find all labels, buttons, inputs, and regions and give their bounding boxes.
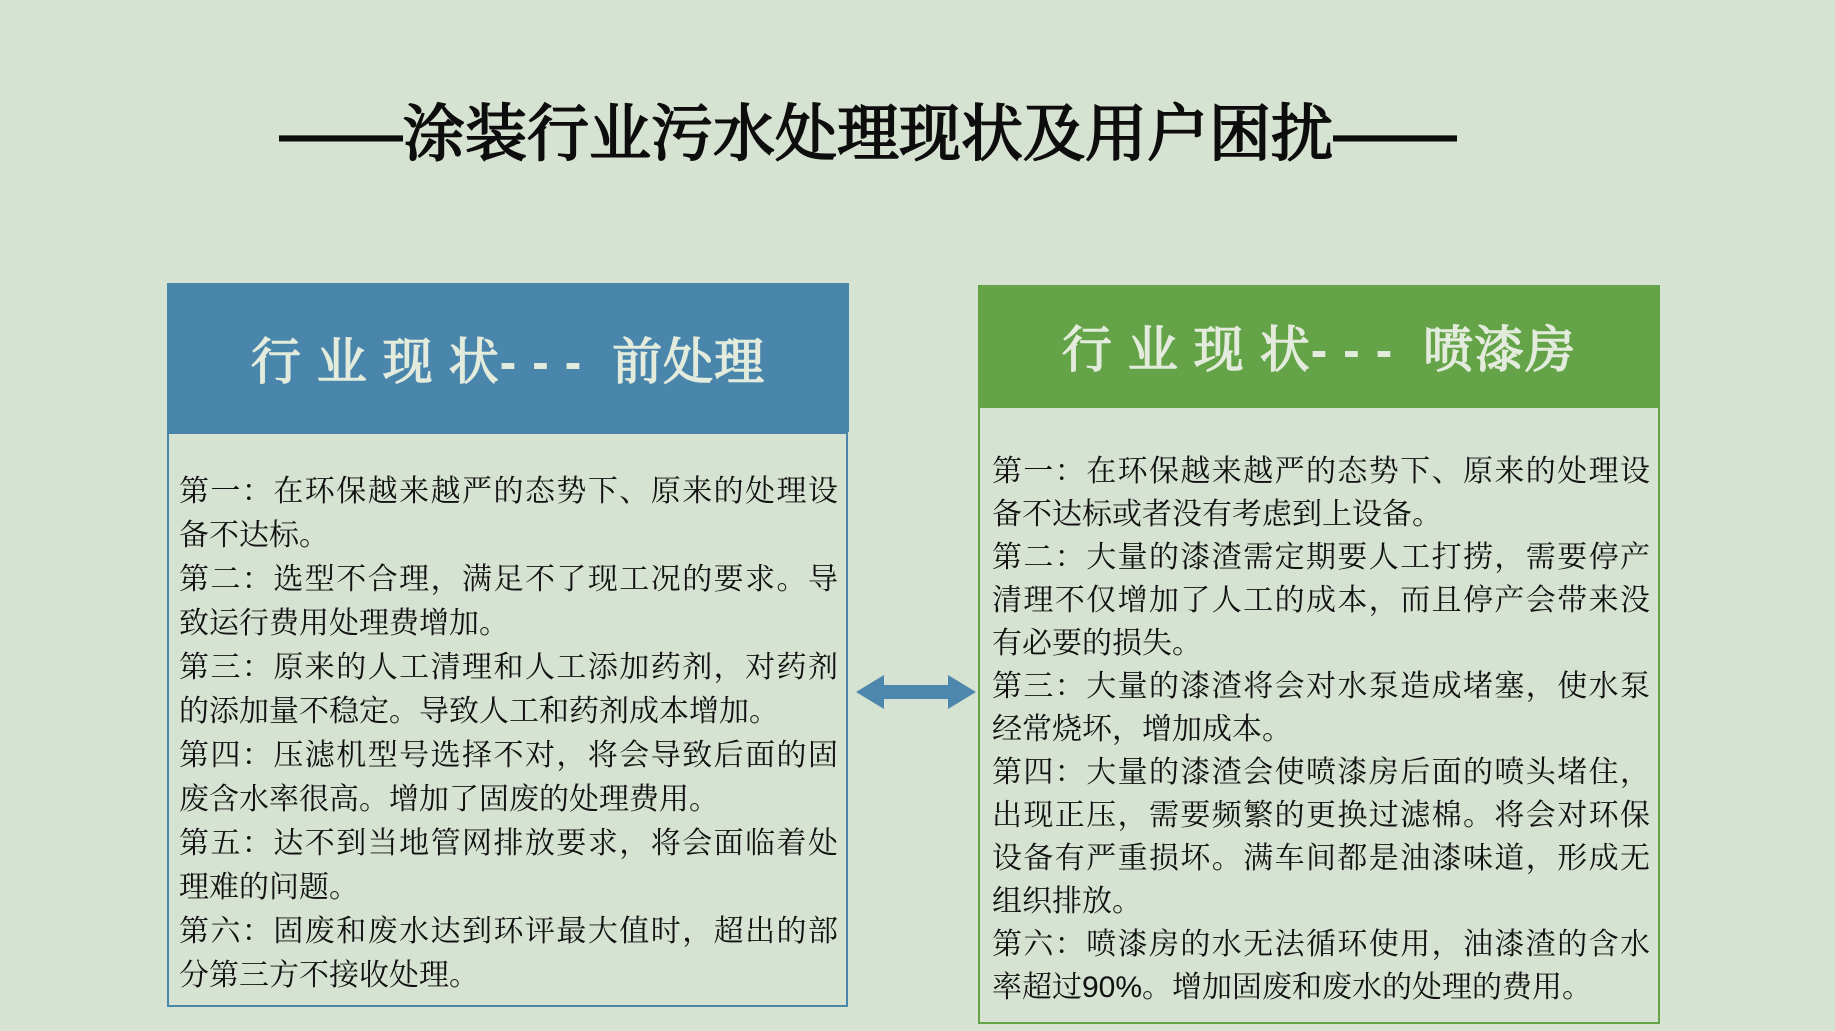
left-panel-header <box>167 283 849 432</box>
left-panel-header-label: 行 业 现 状- - - 前处理 <box>250 333 766 390</box>
left-panel-body <box>167 432 848 1007</box>
list-item: 第六：喷漆房的水无法循环使用，油漆渣的含水率超过90%。增加固废和废水的处理的费用。 <box>992 928 1650 1004</box>
page-title: ——涂装行业污水处理现状及用户困扰—— <box>278 100 1458 169</box>
right-panel-body <box>978 406 1660 1024</box>
list-item: 第三：原来的人工清理和人工添加药剂，对药剂的添加量不稳定。导致人工和药剂成本增加。 <box>179 651 838 728</box>
right-panel-header <box>978 285 1660 406</box>
list-item: 第一：在环保越来越严的态势下、原来的处理设备不达标。 <box>179 475 838 552</box>
list-item: 第五：达不到当地管网排放要求，将会面临着处理难的问题。 <box>179 827 838 904</box>
list-item: 第三：大量的漆渣将会对水泵造成堵塞，使水泵经常烧坏，增加成本。 <box>992 670 1650 746</box>
list-item: 第六：固废和废水达到环评最大值时，超出的部分第三方不接收处理。 <box>179 915 838 992</box>
list-item: 第二：大量的漆渣需定期要人工打捞，需要停产清理不仅增加了人工的成本，而且停产会带来没有必要的损失。 <box>992 541 1650 660</box>
double-arrow-shape <box>856 675 976 709</box>
double-arrow-icon <box>856 672 976 712</box>
list-item: 第二：选型不合理，满足不了现工况的要求。导致运行费用处理费增加。 <box>179 563 838 640</box>
list-item: 第一：在环保越来越严的态势下、原来的处理设备不达标或者没有考虑到上设备。 <box>992 455 1650 531</box>
list-item: 第四：压滤机型号选择不对，将会导致后面的固废含水率很高。增加了固废的处理费用。 <box>179 739 838 816</box>
right-panel-header-label: 行 业 现 状- - - 喷漆房 <box>1061 321 1577 378</box>
list-item: 第四：大量的漆渣会使喷漆房后面的喷头堵住，出现正压，需要频繁的更换过滤棉。将会对环保设备有严重损坏。满车间都是油漆味道，形成无组织排放。 <box>992 756 1650 918</box>
